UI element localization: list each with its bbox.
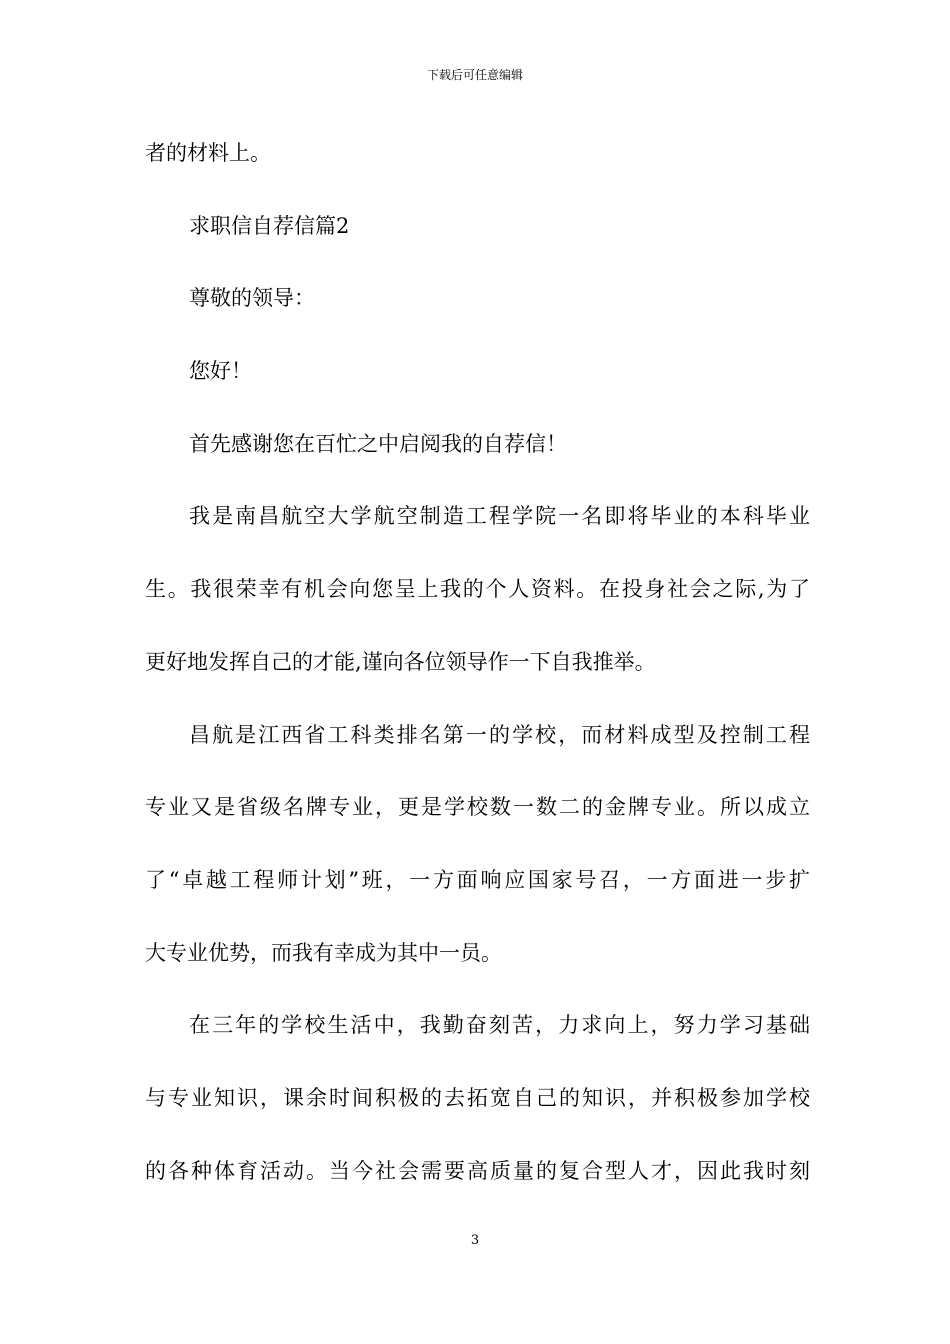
salutation: 尊敬的领导： xyxy=(189,286,315,311)
paragraph-line: 生。我很荣幸有机会向您呈上我的个人资料。在投身社会之际,为了 xyxy=(145,577,810,602)
letter-body xyxy=(145,131,810,1221)
paragraph-line: 与专业知识，课余时间积极的去拓宽自己的知识，并积极参加学校 xyxy=(145,1085,810,1110)
paragraph-line: 昌航是江西省工科类排名第一的学校，而材料成型及控制工程 xyxy=(189,722,810,747)
page-header: 下载后可任意编辑 xyxy=(426,68,523,82)
paragraph-line: 更好地发挥自己的才能,谨向各位领导作一下自我推举。 xyxy=(145,649,656,674)
paragraph-line: 首先感谢您在百忙之中启阅我的自荐信！ xyxy=(189,431,567,456)
paragraph-line: 在三年的学校生活中，我勤奋刻苦，力求向上，努力学习基础 xyxy=(189,1013,810,1038)
paragraph-line: 了“卓越工程师计划”班，一方面响应国家号召，一方面进一步扩 xyxy=(145,867,810,892)
section-title: 求职信自荐信篇2 xyxy=(189,213,350,238)
paragraph-line: 专业又是省级名牌专业，更是学校数一数二的金牌专业。所以成立 xyxy=(145,795,810,820)
page-number: 3 xyxy=(470,1233,480,1248)
greeting: 您好！ xyxy=(189,359,252,384)
paragraph-line: 我是南昌航空大学航空制造工程学院一名即将毕业的本科毕业 xyxy=(189,504,810,529)
paragraph-line: 者的材料上。 xyxy=(145,141,271,165)
paragraph-line: 大专业优势，而我有幸成为其中一员。 xyxy=(145,940,502,965)
paragraph-line: 的各种体育活动。当今社会需要高质量的复合型人才，因此我时刻 xyxy=(145,1158,810,1183)
